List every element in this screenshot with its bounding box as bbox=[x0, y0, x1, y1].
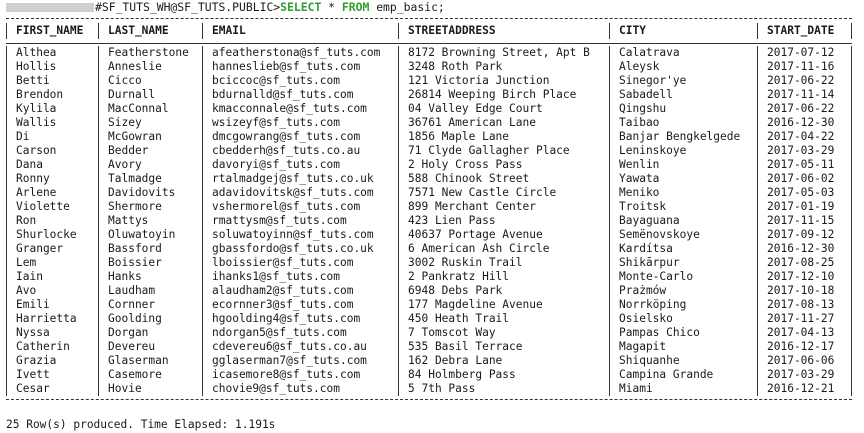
cell-last-name: Mattys bbox=[98, 214, 202, 228]
cell-first-name: Wallis bbox=[6, 116, 98, 130]
header-email: EMAIL bbox=[202, 23, 398, 39]
cell-street-address: 04 Valley Edge Court bbox=[398, 102, 609, 116]
cell-first-name: Arlene bbox=[6, 186, 98, 200]
cell-last-name: Laudham bbox=[98, 284, 202, 298]
cell-last-name: Boissier bbox=[98, 256, 202, 270]
cell-last-name: MacConnal bbox=[98, 102, 202, 116]
table-row bbox=[6, 130, 852, 144]
cell-street-address: 121 Victoria Junction bbox=[398, 74, 609, 88]
table-row bbox=[6, 158, 852, 172]
cell-first-name: Di bbox=[6, 130, 98, 144]
table-row bbox=[6, 326, 852, 340]
cell-first-name: Kylila bbox=[6, 102, 98, 116]
cell-last-name: Hovie bbox=[98, 382, 202, 396]
cell-email: alaudham2@sf_tuts.com bbox=[202, 284, 398, 298]
cell-first-name: Harrietta bbox=[6, 312, 98, 326]
cell-start-date: 2016-12-30 bbox=[757, 242, 852, 256]
cell-start-date: 2017-08-25 bbox=[757, 256, 852, 270]
cell-last-name: Durnall bbox=[98, 88, 202, 102]
prompt-context: #SF_TUTS_WH@SF_TUTS.PUBLIC> bbox=[95, 0, 281, 14]
cell-first-name: Carson bbox=[6, 144, 98, 158]
cell-email: ndorgan5@sf_tuts.com bbox=[202, 326, 398, 340]
table-row bbox=[6, 382, 852, 396]
cell-first-name: Dana bbox=[6, 158, 98, 172]
cell-street-address: 535 Basil Terrace bbox=[398, 340, 609, 354]
cell-email: soluwatoyinn@sf_tuts.com bbox=[202, 228, 398, 242]
cell-start-date: 2017-03-29 bbox=[757, 368, 852, 382]
cell-city: Semënovskoye bbox=[609, 228, 757, 242]
header-start-date: START_DATE bbox=[757, 23, 852, 39]
cell-street-address: 84 Holmberg Pass bbox=[398, 368, 609, 382]
cell-city: Prażmów bbox=[609, 284, 757, 298]
cell-first-name: Shurlocke bbox=[6, 228, 98, 242]
cell-last-name: Davidovits bbox=[98, 186, 202, 200]
cell-email: rmattysm@sf_tuts.com bbox=[202, 214, 398, 228]
table-row bbox=[6, 298, 852, 312]
header-first-name: FIRST_NAME bbox=[6, 23, 98, 39]
cell-last-name: Devereu bbox=[98, 340, 202, 354]
cell-city: Yawata bbox=[609, 172, 757, 186]
cell-last-name: Dorgan bbox=[98, 326, 202, 340]
cell-last-name: Cornner bbox=[98, 298, 202, 312]
cell-start-date: 2017-11-27 bbox=[757, 312, 852, 326]
table-row bbox=[6, 284, 852, 298]
cell-street-address: 162 Debra Lane bbox=[398, 354, 609, 368]
cell-email: cbedderh@sf_tuts.co.au bbox=[202, 144, 398, 158]
cell-email: wsizeyf@sf_tuts.com bbox=[202, 116, 398, 130]
cell-last-name: McGowran bbox=[98, 130, 202, 144]
cell-first-name: Hollis bbox=[6, 60, 98, 74]
cell-first-name: Lem bbox=[6, 256, 98, 270]
table-row bbox=[6, 242, 852, 256]
cell-city: Leninskoye bbox=[609, 144, 757, 158]
redacted-username bbox=[6, 3, 94, 12]
cell-last-name: Bassford bbox=[98, 242, 202, 256]
cell-start-date: 2017-06-02 bbox=[757, 172, 852, 186]
cell-street-address: 36761 American Lane bbox=[398, 116, 609, 130]
cell-email: bciccoc@sf_tuts.com bbox=[202, 74, 398, 88]
cell-start-date: 2017-01-19 bbox=[757, 200, 852, 214]
cell-street-address: 40637 Portage Avenue bbox=[398, 228, 609, 242]
cell-last-name: Bedder bbox=[98, 144, 202, 158]
table-row bbox=[6, 186, 852, 200]
command-prompt bbox=[6, 0, 445, 14]
header-city: CITY bbox=[609, 23, 757, 39]
cell-start-date: 2017-11-14 bbox=[757, 88, 852, 102]
cell-street-address: 3002 Ruskin Trail bbox=[398, 256, 609, 270]
cell-first-name: Ivett bbox=[6, 368, 98, 382]
cell-city: Campina Grande bbox=[609, 368, 757, 382]
cell-city: Calatrava bbox=[609, 46, 757, 60]
cell-first-name: Violette bbox=[6, 200, 98, 214]
cell-email: davoryi@sf_tuts.com bbox=[202, 158, 398, 172]
cell-street-address: 7571 New Castle Circle bbox=[398, 186, 609, 200]
cell-city: Qingshu bbox=[609, 102, 757, 116]
table-row bbox=[6, 214, 852, 228]
cell-city: Meniko bbox=[609, 186, 757, 200]
table-row bbox=[6, 270, 852, 284]
cell-last-name: Oluwatoyin bbox=[98, 228, 202, 242]
cell-city: Shiquanhe bbox=[609, 354, 757, 368]
table-row bbox=[6, 144, 852, 158]
cell-city: Miami bbox=[609, 382, 757, 396]
cell-email: kmacconnale@sf_tuts.com bbox=[202, 102, 398, 116]
cell-start-date: 2017-04-13 bbox=[757, 326, 852, 340]
cell-email: rtalmadgej@sf_tuts.co.uk bbox=[202, 172, 398, 186]
cell-last-name: Avory bbox=[98, 158, 202, 172]
header-street-address: STREETADDRESS bbox=[398, 23, 609, 39]
cell-first-name: Brendon bbox=[6, 88, 98, 102]
cell-street-address: 177 Magdeline Avenue bbox=[398, 298, 609, 312]
cell-start-date: 2016-12-17 bbox=[757, 340, 852, 354]
cell-street-address: 423 Lien Pass bbox=[398, 214, 609, 228]
cell-start-date: 2017-03-29 bbox=[757, 144, 852, 158]
cell-last-name: Cicco bbox=[98, 74, 202, 88]
cell-email: vshermorel@sf_tuts.com bbox=[202, 200, 398, 214]
cell-city: Kardítsa bbox=[609, 242, 757, 256]
cell-city: Sinegor'ye bbox=[609, 74, 757, 88]
cell-start-date: 2017-04-22 bbox=[757, 130, 852, 144]
cell-city: Aleysk bbox=[609, 60, 757, 74]
table-bottom-border bbox=[6, 399, 852, 400]
cell-email: adavidovitsk@sf_tuts.com bbox=[202, 186, 398, 200]
header-last-name: LAST_NAME bbox=[98, 23, 202, 39]
cell-first-name: Iain bbox=[6, 270, 98, 284]
cell-city: Osielsko bbox=[609, 312, 757, 326]
cell-last-name: Hanks bbox=[98, 270, 202, 284]
cell-city: Pampas Chico bbox=[609, 326, 757, 340]
table-row bbox=[6, 368, 852, 382]
cell-first-name: Betti bbox=[6, 74, 98, 88]
cell-first-name: Ron bbox=[6, 214, 98, 228]
sql-star: * bbox=[321, 0, 342, 14]
cell-first-name: Grazia bbox=[6, 354, 98, 368]
cell-start-date: 2017-09-12 bbox=[757, 228, 852, 242]
cell-street-address: 26814 Weeping Birch Place bbox=[398, 88, 609, 102]
cell-first-name: Nyssa bbox=[6, 326, 98, 340]
cell-last-name: Shermore bbox=[98, 200, 202, 214]
cell-street-address: 6 American Ash Circle bbox=[398, 242, 609, 256]
cell-city: Norrköping bbox=[609, 298, 757, 312]
cell-first-name: Althea bbox=[6, 46, 98, 60]
result-summary: 25 Row(s) produced. Time Elapsed: 1.191s bbox=[6, 418, 276, 431]
table-header-row bbox=[6, 23, 852, 39]
cell-start-date: 2017-11-16 bbox=[757, 60, 852, 74]
cell-start-date: 2017-05-11 bbox=[757, 158, 852, 172]
cell-first-name: Cesar bbox=[6, 382, 98, 396]
table-row bbox=[6, 46, 852, 60]
table-row bbox=[6, 228, 852, 242]
table-row bbox=[6, 312, 852, 326]
cell-start-date: 2017-05-03 bbox=[757, 186, 852, 200]
cell-street-address: 2 Pankratz Hill bbox=[398, 270, 609, 284]
cell-last-name: Featherstone bbox=[98, 46, 202, 60]
cell-last-name: Anneslie bbox=[98, 60, 202, 74]
table-row bbox=[6, 172, 852, 186]
cell-last-name: Casemore bbox=[98, 368, 202, 382]
cell-city: Magapit bbox=[609, 340, 757, 354]
cell-start-date: 2017-06-06 bbox=[757, 354, 852, 368]
cell-first-name: Catherin bbox=[6, 340, 98, 354]
cell-first-name: Emili bbox=[6, 298, 98, 312]
cell-city: Wenlin bbox=[609, 158, 757, 172]
cell-first-name: Granger bbox=[6, 242, 98, 256]
cell-street-address: 450 Heath Trail bbox=[398, 312, 609, 326]
cell-city: Banjar Bengkelgede bbox=[609, 130, 757, 144]
cell-street-address: 1856 Maple Lane bbox=[398, 130, 609, 144]
cell-email: ecornner3@sf_tuts.com bbox=[202, 298, 398, 312]
cell-email: bdurnalld@sf_tuts.com bbox=[202, 88, 398, 102]
cell-start-date: 2017-10-18 bbox=[757, 284, 852, 298]
cell-street-address: 3248 Roth Park bbox=[398, 60, 609, 74]
cell-start-date: 2017-11-15 bbox=[757, 214, 852, 228]
cell-start-date: 2016-12-21 bbox=[757, 382, 852, 396]
cell-email: gbassfordo@sf_tuts.co.uk bbox=[202, 242, 398, 256]
table-row bbox=[6, 340, 852, 354]
table-row bbox=[6, 102, 852, 116]
cell-city: Shikārpur bbox=[609, 256, 757, 270]
cell-start-date: 2017-07-12 bbox=[757, 46, 852, 60]
table-row bbox=[6, 60, 852, 74]
cell-street-address: 71 Clyde Gallagher Place bbox=[398, 144, 609, 158]
cell-city: Taibao bbox=[609, 116, 757, 130]
cell-street-address: 5 7th Pass bbox=[398, 382, 609, 396]
result-table bbox=[6, 18, 852, 400]
cell-start-date: 2017-06-22 bbox=[757, 102, 852, 116]
table-body bbox=[6, 44, 852, 399]
cell-street-address: 2 Holy Cross Pass bbox=[398, 158, 609, 172]
cell-email: cdevereu6@sf_tuts.co.au bbox=[202, 340, 398, 354]
cell-city: Sabadell bbox=[609, 88, 757, 102]
cell-last-name: Sizey bbox=[98, 116, 202, 130]
table-row bbox=[6, 116, 852, 130]
cell-start-date: 2017-08-13 bbox=[757, 298, 852, 312]
cell-street-address: 899 Merchant Center bbox=[398, 200, 609, 214]
cell-last-name: Glaserman bbox=[98, 354, 202, 368]
cell-email: lboissier@sf_tuts.com bbox=[202, 256, 398, 270]
cell-email: hanneslieb@sf_tuts.com bbox=[202, 60, 398, 74]
cell-email: ihanks1@sf_tuts.com bbox=[202, 270, 398, 284]
cell-start-date: 2017-12-10 bbox=[757, 270, 852, 284]
cell-city: Monte-Carlo bbox=[609, 270, 757, 284]
sql-keyword-select: SELECT bbox=[280, 0, 322, 14]
cell-street-address: 8172 Browning Street, Apt B bbox=[398, 46, 609, 60]
table-row bbox=[6, 256, 852, 270]
cell-street-address: 588 Chinook Street bbox=[398, 172, 609, 186]
cell-city: Bayaguana bbox=[609, 214, 757, 228]
cell-email: icasemore8@sf_tuts.com bbox=[202, 368, 398, 382]
table-row bbox=[6, 354, 852, 368]
sql-rest: emp_basic; bbox=[369, 0, 445, 14]
table-row bbox=[6, 88, 852, 102]
cell-street-address: 6948 Debs Park bbox=[398, 284, 609, 298]
cell-email: chovie9@sf_tuts.com bbox=[202, 382, 398, 396]
cell-start-date: 2016-12-30 bbox=[757, 116, 852, 130]
cell-start-date: 2017-06-22 bbox=[757, 74, 852, 88]
cell-first-name: Ronny bbox=[6, 172, 98, 186]
cell-street-address: 7 Tomscot Way bbox=[398, 326, 609, 340]
cell-last-name: Talmadge bbox=[98, 172, 202, 186]
cell-last-name: Goolding bbox=[98, 312, 202, 326]
cell-city: Troitsk bbox=[609, 200, 757, 214]
cell-first-name: Avo bbox=[6, 284, 98, 298]
sql-keyword-from: FROM bbox=[341, 0, 370, 14]
table-row bbox=[6, 200, 852, 214]
cell-email: afeatherstona@sf_tuts.com bbox=[202, 46, 398, 60]
cell-email: hgoolding4@sf_tuts.com bbox=[202, 312, 398, 326]
table-row bbox=[6, 74, 852, 88]
cell-email: gglaserman7@sf_tuts.com bbox=[202, 354, 398, 368]
cell-email: dmcgowrang@sf_tuts.com bbox=[202, 130, 398, 144]
